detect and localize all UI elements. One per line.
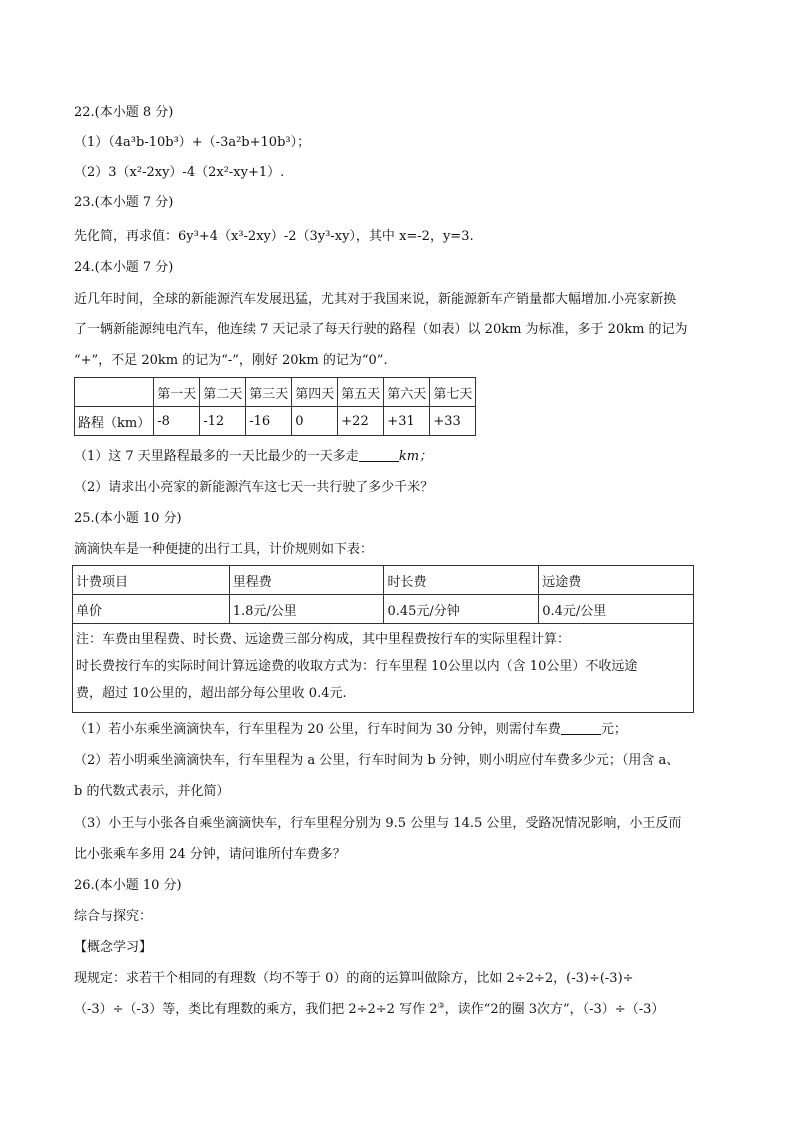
q24-line2: 了一辆新能源纯电汽车，他连续 7 天记录了每天行驶的路程（如表）以 20km 为标准，多于 20km 的记为: [74, 322, 688, 337]
table-cell: 0: [292, 407, 338, 436]
table-cell: -12: [200, 407, 246, 436]
q26-header: 26.(本小题 10 分): [74, 878, 182, 893]
table-header-cell: 第三天: [246, 378, 292, 407]
q22-part2: （2）3（x²-2xy）-4（2x²-xy+1）.: [74, 165, 285, 180]
mileage-table: [74, 377, 476, 436]
table-row: [75, 407, 476, 436]
q25-part1: [74, 721, 627, 739]
table-header-cell: [75, 378, 154, 407]
q25-part2-line2: b 的代数式表示，并化简）: [74, 784, 230, 799]
fare-note-line: 费，超过 10公里的，超出部分每公里收 0.4元.: [76, 686, 347, 701]
q26-section: 【概念学习】: [74, 940, 153, 955]
table-header-cell: 第一天: [154, 378, 200, 407]
table-cell: 0.4元/公里: [539, 595, 694, 624]
q25-intro: 滴滴快车是一种便捷的出行工具，计价规则如下表：: [74, 542, 374, 557]
q26-line2-a: （-3）÷（-3）等，类比有理数的乘方，我们把 2÷2÷2 写作 2: [74, 1002, 438, 1017]
q23-header: 23.(本小题 7 分): [74, 195, 174, 210]
q22-header: 22.(本小题 8 分): [74, 105, 174, 120]
table-cell: +22: [338, 407, 384, 436]
q25-part3-line1: （3）小王与小张各自乘坐滴滴快车，行车里程分别为 9.5 公里与 14.5 公里，受路况情况影响，小王反而: [74, 816, 682, 831]
table-cell: -8: [154, 407, 200, 436]
q25-part1-text: （1）若小东乘坐滴滴快车，行车里程为 20 公里，行车时间为 30 分钟，则需付车费: [74, 722, 561, 737]
table-header-cell: 第二天: [200, 378, 246, 407]
table-cell: 0.45元/分钟: [384, 595, 539, 624]
table-cell: +31: [384, 407, 430, 436]
table-header-cell: 第四天: [292, 378, 338, 407]
circled-three: ③: [437, 1001, 445, 1010]
q24-part1-unit: km；: [398, 449, 433, 464]
table-cell: 1.8元/公里: [229, 595, 384, 624]
table-row: [73, 624, 694, 713]
table-cell: -16: [246, 407, 292, 436]
q26-line2: [74, 1001, 664, 1019]
table-header-cell: 计费项目: [73, 566, 230, 595]
fare-note: [73, 624, 694, 713]
q24-header: 24.(本小题 7 分): [74, 260, 174, 275]
row-label: 路程（km）: [75, 407, 154, 436]
q25-part2-line1: （2）若小明乘坐滴滴快车，行车里程为 a 公里，行车时间为 b 分钟，则小明应付车费多少元；（用含 a、: [74, 753, 680, 768]
q23-text: 先化简，再求值：6y³+4（x³-2xy）-2（3y³-xy），其中 x=-2，y=3.: [74, 229, 474, 244]
table-header-cell: 远途费: [539, 566, 694, 595]
q26-subtitle: 综合与探究：: [74, 909, 153, 924]
q26-line1: 现规定：求若干个相同的有理数（均不等于 0）的商的运算叫做除方，比如 2÷2÷2，(-3)÷(-3)÷: [74, 971, 634, 986]
q24-part1-text: （1）这 7 天里路程最多的一天比最少的一天多走: [74, 449, 359, 464]
table-header-cell: 时长费: [384, 566, 539, 595]
table-cell: +33: [430, 407, 476, 436]
answer-blank[interactable]: [359, 449, 399, 462]
table-row: [75, 378, 476, 407]
fare-table: [72, 565, 694, 713]
table-header-cell: 里程费: [229, 566, 384, 595]
fare-note-line: 时长费按行车的实际时间计算远途费的收取方式为：行车里程 10公里以内（含 10公里）不收远途: [76, 659, 638, 674]
q25-part3-line2: 比小张乘车多用 24 分钟，请问谁所付车费多？: [74, 847, 346, 862]
table-row: [73, 566, 694, 595]
q25-part1-unit: 元；: [600, 722, 627, 737]
q26-line2-b: ，读作“2的圈 3次方”，（-3）÷（-3）: [444, 1002, 665, 1017]
table-header-cell: 第七天: [430, 378, 476, 407]
row-label: 单价: [73, 595, 230, 624]
table-row: [73, 595, 694, 624]
q24-line1: 近几年时间，全球的新能源汽车发展迅猛，尤其对于我国来说，新能源新车产销量都大幅增加.小亮家新换: [74, 292, 677, 307]
q22-part1: （1）（4a³b-10b³）+（-3a²b+10b³）；: [74, 135, 311, 150]
table-header-cell: 第六天: [384, 378, 430, 407]
answer-blank[interactable]: [561, 722, 601, 735]
q24-part1: [74, 448, 432, 466]
q24-part2: （2）请求出小亮家的新能源汽车这七天一共行驶了多少千米？: [74, 480, 434, 495]
q25-header: 25.(本小题 10 分): [74, 511, 182, 526]
q24-line3: “+”，不足 20km 的记为“-”，刚好 20km 的记为“0”.: [74, 353, 388, 368]
fare-note-line: 注：车费由里程费、时长费、远途费三部分构成，其中里程费按行车的实际里程计算：: [76, 632, 571, 647]
table-header-cell: 第五天: [338, 378, 384, 407]
